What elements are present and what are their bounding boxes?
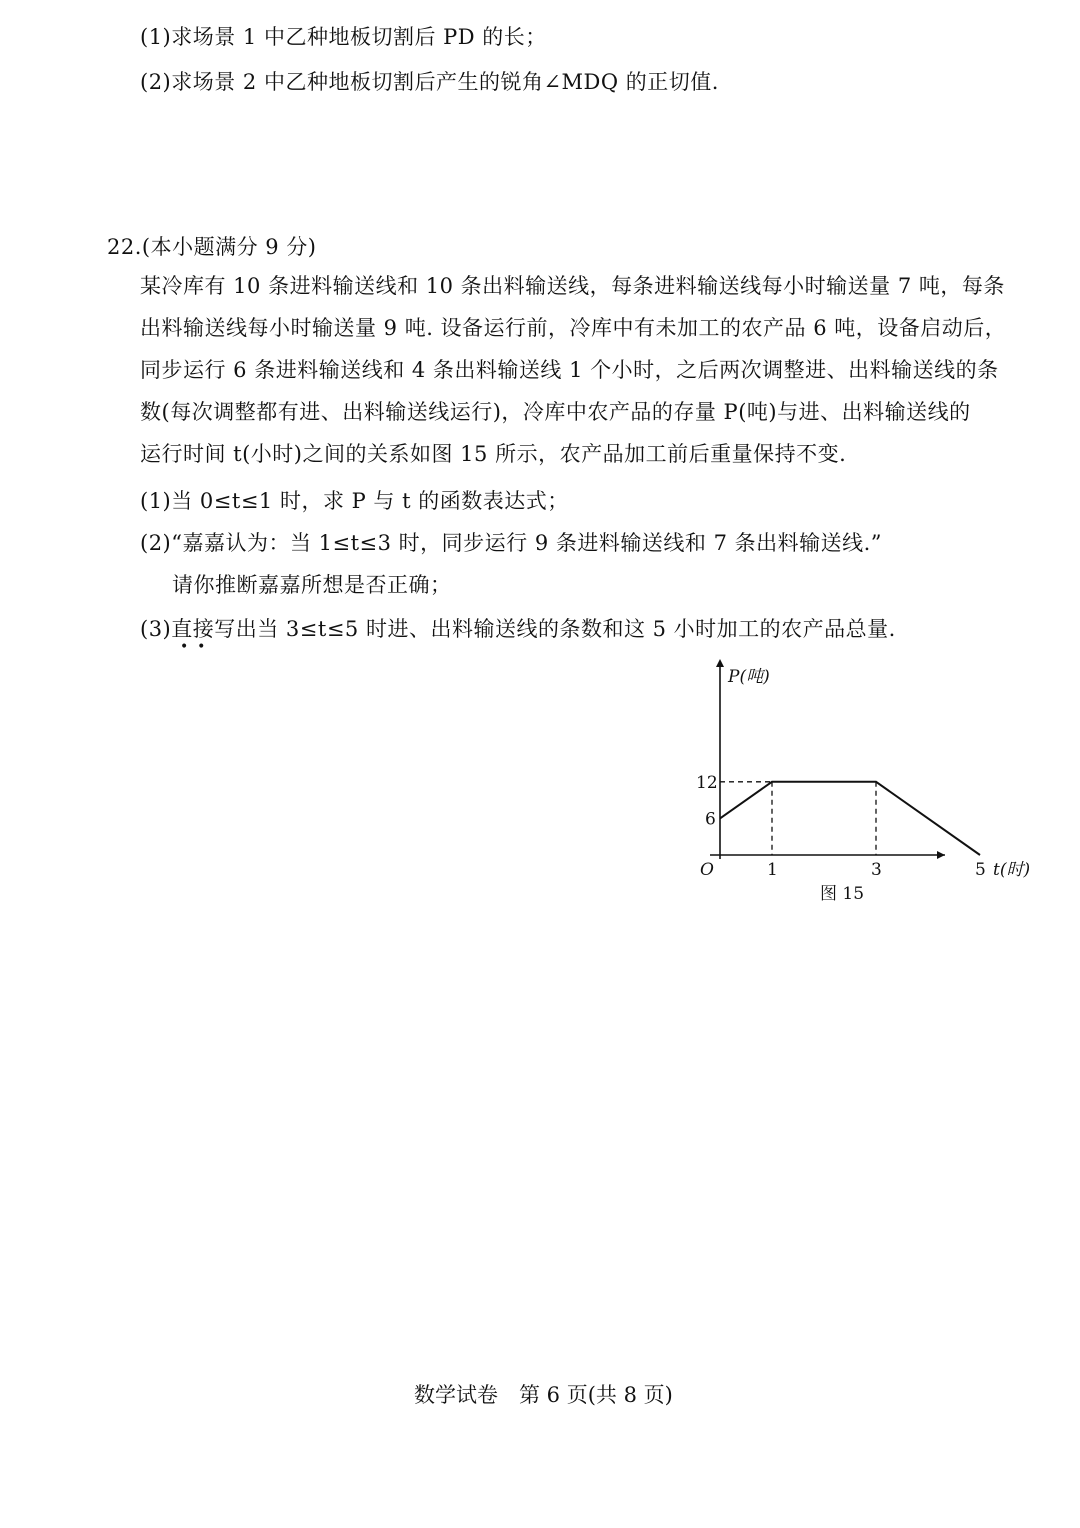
q22-sub3: (3)直接写出当 3≤t≤5 时进、出料输送线的条数和这 5 小时加工的农产品总量. [140,617,896,641]
x-tick-label-3: 3 [871,860,882,880]
q22-body-line-2: 出料输送线每小时输送量 9 吨. 设备运行前，冷库中有未加工的农产品 6 吨，设备启动后， [140,316,1007,340]
page-footer: 数学试卷 第 6 页(共 8 页) [414,1383,673,1407]
x-tick-label-1: 1 [767,860,778,880]
prev-part1: (1)求场景 1 中乙种地板切割后 PD 的长； [140,25,547,49]
figure-15-graph [690,655,1031,915]
x-axis-arrow [937,851,945,859]
q22-body-line-5: 运行时间 t(小时)之间的关系如图 15 所示，农产品加工前后重量保持不变. [140,442,847,466]
q22-sub2: (2)“嘉嘉认为：当 1≤t≤3 时，同步运行 9 条进料输送线和 7 条出料输送线.” [140,531,883,555]
x-tick-label-5: 5 [975,860,986,880]
chart-axes [710,659,945,859]
series-line [720,782,980,855]
y-axis-arrow [716,659,724,667]
question-22-header: 22.(本小题满分 9 分) [107,235,317,259]
y-tick-label-12: 12 [696,772,718,793]
y-axis-label: P(吨) [728,667,770,687]
y-tick-label-6: 6 [705,809,716,830]
chart-labels [696,667,1030,904]
q22-sub1: (1)当 0≤t≤1 时，求 P 与 t 的函数表达式； [140,489,569,513]
q22-body-line-3: 同步运行 6 条进料输送线和 4 条出料输送线 1 个小时，之后两次调整进、出料输送线的条 [140,358,999,382]
origin-label: O [700,860,714,880]
q22-sub2-continued: 请你推断嘉嘉所想是否正确； [172,573,452,597]
q22-body-line-4: 数(每次调整都有进、出料输送线运行)，冷库中农产品的存量 P(吨)与进、出料输送线的 [140,400,971,424]
prev-part2: (2)求场景 2 中乙种地板切割后产生的锐角∠MDQ 的正切值. [140,70,719,94]
x-axis-label: t(时) [993,860,1031,880]
chart-title: 图 15 [820,884,865,904]
q22-body-line-1: 某冷库有 10 条进料输送线和 10 条出料输送线，每条进料输送线每小时输送量 7 吨，每条 [140,274,1005,298]
emphasis-dots: • • [180,639,206,655]
chart-marks [720,782,980,855]
